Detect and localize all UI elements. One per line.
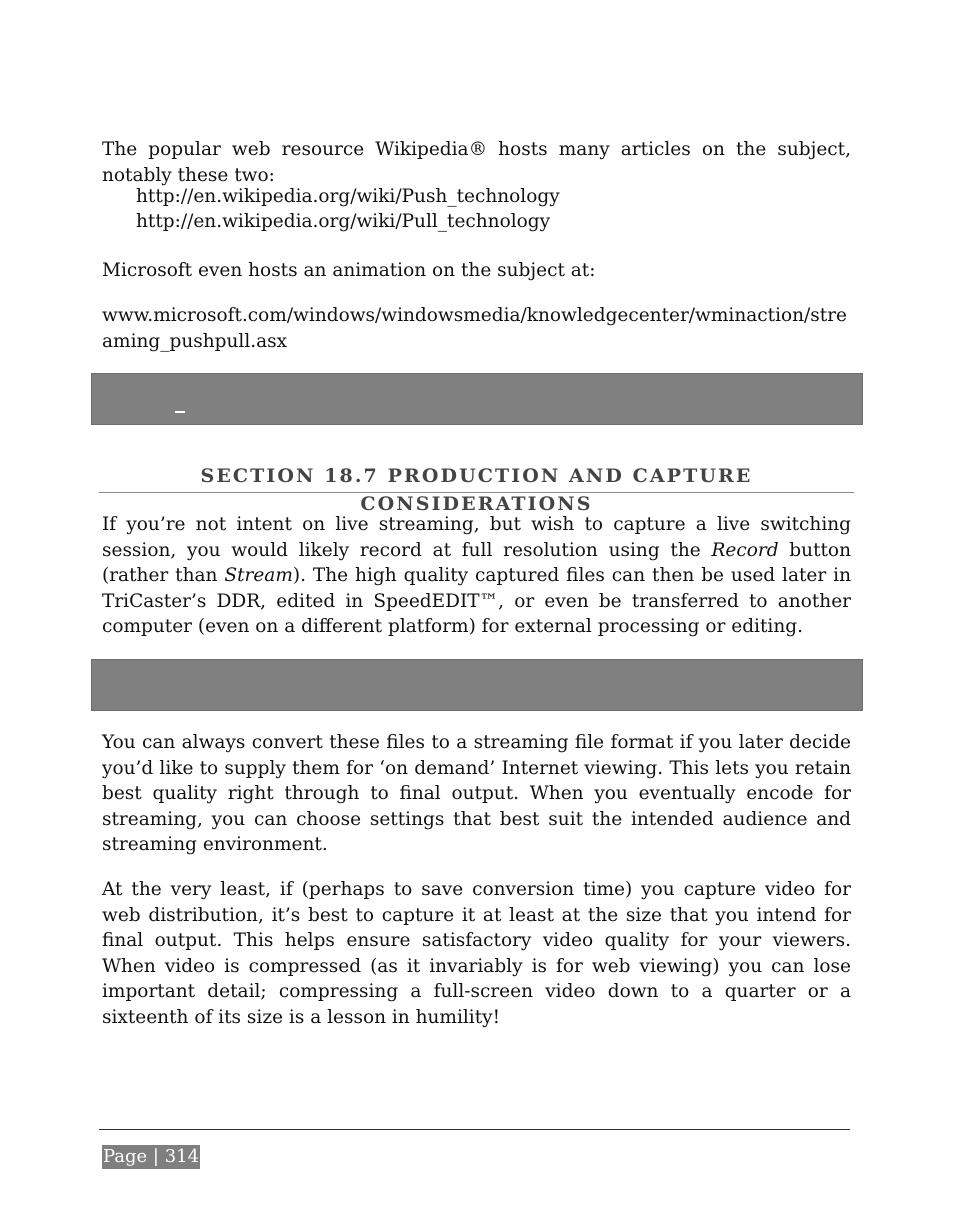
microsoft-url[interactable] — [102, 303, 851, 354]
section-paragraph-2: You can always convert these files to a streaming file format if you later decide you’d like to supply them for ‘on demand’ Internet viewing. This lets you retain best quality right through to final output. When you eventually encode for streaming, you can choose settings that best suit the intended audience and streaming environment. — [102, 732, 851, 856]
intro-paragraph: The popular web resource Wikipedia® hosts many articles on the subject, notably these two: — [102, 139, 851, 186]
microsoft-paragraph: Microsoft even hosts an animation on the subject at: — [102, 260, 596, 281]
section-paragraph-3: At the very least, if (perhaps to save conversion time) you capture video for web distribution, it’s best to capture it at least at the size that you intend for final output. This helps ensure satisfactory video quality for your viewers. When video is compressed (as it invariably is for web viewing) you can lose important detail; compressing a full-screen video down to a quarter or a sixteenth of its size is a lesson in humility! — [102, 879, 851, 1028]
microsoft-url-line-2: aming_pushpull.asx — [102, 330, 288, 352]
bar-dash-mark — [175, 411, 185, 413]
page-number: Page | 314 — [103, 1146, 200, 1167]
p1-text-c: ). The high quality captured files can then be used later in TriCaster’s DDR, edited in SpeedEDIT™, or even be transferred to another computer (even on a different platform) for external processing or editing. — [102, 565, 851, 638]
p1-text-a: If you’re not intent on live streaming, but wish to capture a live switching session, you would likely record at full resolution using the — [102, 514, 851, 561]
gray-callout-bar-2 — [91, 659, 863, 711]
gray-callout-bar-1 — [91, 373, 863, 425]
section-paragraph-1 — [102, 512, 851, 640]
footer-divider — [99, 1129, 850, 1130]
microsoft-url-line-1: www.microsoft.com/windows/windowsmedia/knowledgecenter/wminaction/stre — [102, 305, 847, 326]
record-word: Record — [711, 539, 779, 561]
p1-text-b: button (rather than — [102, 539, 851, 587]
section-heading: SECTION 18.7 PRODUCTION AND CAPTURE CONSIDERATIONS — [99, 462, 854, 493]
pull-technology-link[interactable]: http://en.wikipedia.org/wiki/Pull_technology — [136, 211, 551, 232]
stream-word: Stream — [224, 565, 293, 587]
push-technology-link[interactable]: http://en.wikipedia.org/wiki/Push_technology — [136, 186, 560, 207]
